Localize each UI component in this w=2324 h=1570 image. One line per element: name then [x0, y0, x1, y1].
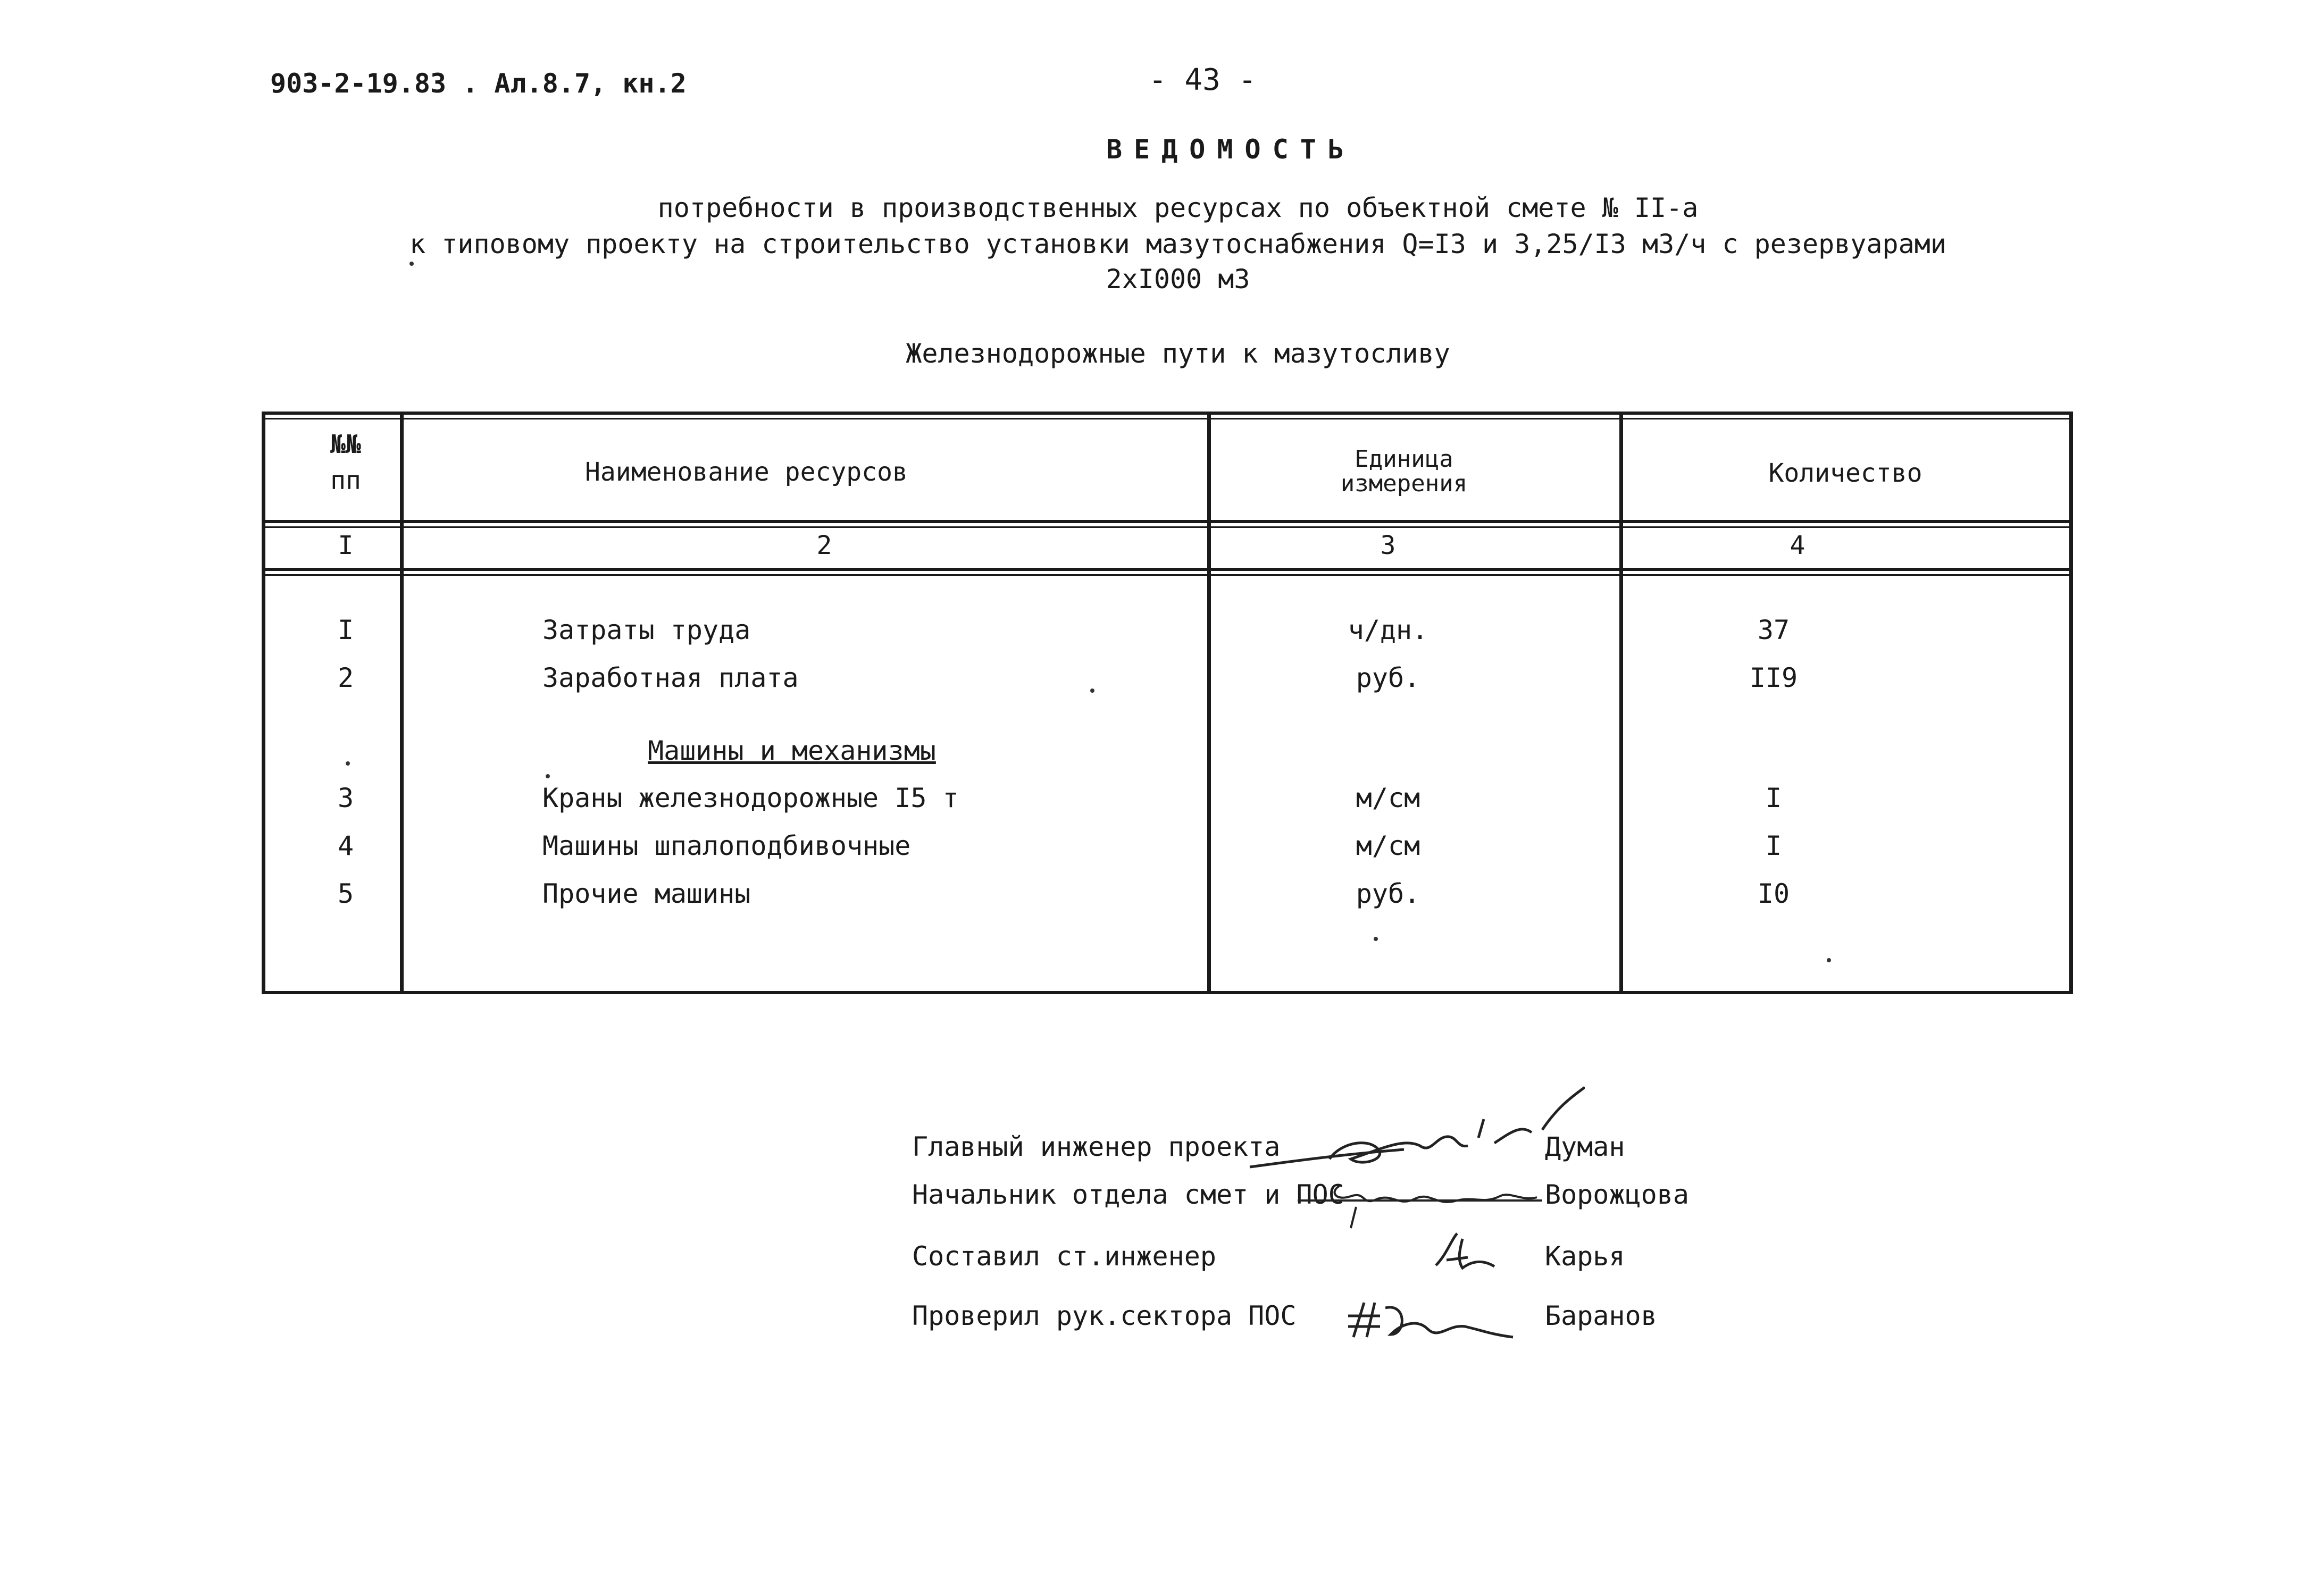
row-number: 2: [337, 662, 354, 693]
row-quantity: 37: [1757, 615, 1790, 645]
header-divider: [262, 520, 2073, 523]
table-top-border-inner: [262, 418, 2073, 419]
column-number-3: 3: [1380, 531, 1396, 560]
row-unit: м/см: [1356, 830, 1420, 861]
handwritten-signature-1: [1244, 1074, 1585, 1180]
header-unit-line2: измерения: [1340, 470, 1468, 497]
row-quantity: II9: [1749, 662, 1798, 693]
row-quantity: I: [1765, 830, 1782, 861]
row-number: I: [337, 615, 354, 645]
signature-role: Составил ст.инженер: [912, 1241, 1216, 1272]
row-resource-name: Краны железнодорожные I5 т: [542, 783, 959, 813]
signature-role: Проверил рук.сектора ПОС: [912, 1300, 1297, 1331]
header-quantity: Количество: [1768, 458, 1922, 488]
row-resource-name: Машины шпалоподбивочные: [542, 830, 911, 861]
subtitle-line-1: потребности в производственных ресурсах по объектной смете № II-а: [657, 192, 1699, 223]
table-right-border: [2069, 412, 2073, 994]
handwritten-signature-2: [1298, 1175, 1548, 1239]
subsection-machines: Машины и механизмы: [648, 735, 936, 766]
row-number: 4: [337, 830, 354, 861]
signature-name: Карья: [1545, 1241, 1625, 1272]
handwritten-signature-3: [1425, 1228, 1500, 1281]
scan-speck: [1374, 937, 1378, 941]
signature-name: Баранов: [1545, 1300, 1657, 1331]
handwritten-signature-4: [1343, 1292, 1518, 1350]
column-number-divider: [262, 568, 2073, 571]
table-bottom-border: [262, 991, 2073, 994]
scan-speck: [546, 774, 550, 778]
signature-role: Главный инженер проекта: [912, 1131, 1281, 1162]
row-resource-name: Прочие машины: [542, 878, 751, 909]
header-divider-inner: [262, 526, 2073, 528]
table-top-border: [262, 412, 2073, 415]
column-number-1: I: [338, 531, 354, 560]
table-left-border: [262, 412, 265, 994]
row-resource-name: Затраты труда: [542, 615, 751, 645]
row-unit: ч/дн.: [1348, 615, 1428, 645]
scan-speck: [1090, 689, 1094, 693]
header-number-line2: пп: [330, 466, 361, 496]
row-unit: м/см: [1356, 783, 1420, 813]
header-number-line1: №№: [330, 430, 361, 459]
scan-speck: [346, 761, 350, 766]
row-number: 5: [337, 878, 354, 909]
row-number: 3: [337, 783, 354, 813]
signature-name: Думан: [1545, 1131, 1625, 1162]
column-number-4: 4: [1790, 531, 1805, 560]
row-quantity: I0: [1757, 878, 1790, 909]
row-unit: руб.: [1356, 662, 1420, 693]
column-number-2: 2: [816, 531, 832, 560]
document-title: ВЕДОМОСТЬ: [1106, 134, 1356, 165]
page-number: - 43 -: [1149, 63, 1257, 97]
signature-name: Ворожцова: [1545, 1179, 1689, 1210]
column-number-divider-inner: [262, 574, 2073, 576]
scan-speck: [409, 262, 414, 266]
column-divider-1: [400, 412, 404, 994]
column-divider-3: [1619, 412, 1623, 994]
row-quantity: I: [1765, 783, 1782, 813]
subtitle-line-3: 2хI000 м3: [1106, 264, 1250, 295]
signature-role: Начальник отдела смет и ПОС: [912, 1179, 1344, 1210]
row-unit: руб.: [1356, 878, 1420, 909]
document-code: 903-2-19.83 . Ал.8.7, кн.2: [270, 68, 687, 99]
section-title: Железнодорожные пути к мазутосливу: [906, 338, 1450, 369]
row-resource-name: Заработная плата: [542, 662, 799, 693]
header-unit-line1: Единица: [1355, 446, 1453, 473]
header-resource-name: Наименование ресурсов: [585, 457, 908, 487]
column-divider-2: [1207, 412, 1211, 994]
scan-speck: [1827, 958, 1831, 962]
subtitle-line-2: к типовому проекту на строительство установки мазутоснабжения Q=I3 и 3,25/I3 м3/ч с резервуарами: [409, 229, 1946, 259]
